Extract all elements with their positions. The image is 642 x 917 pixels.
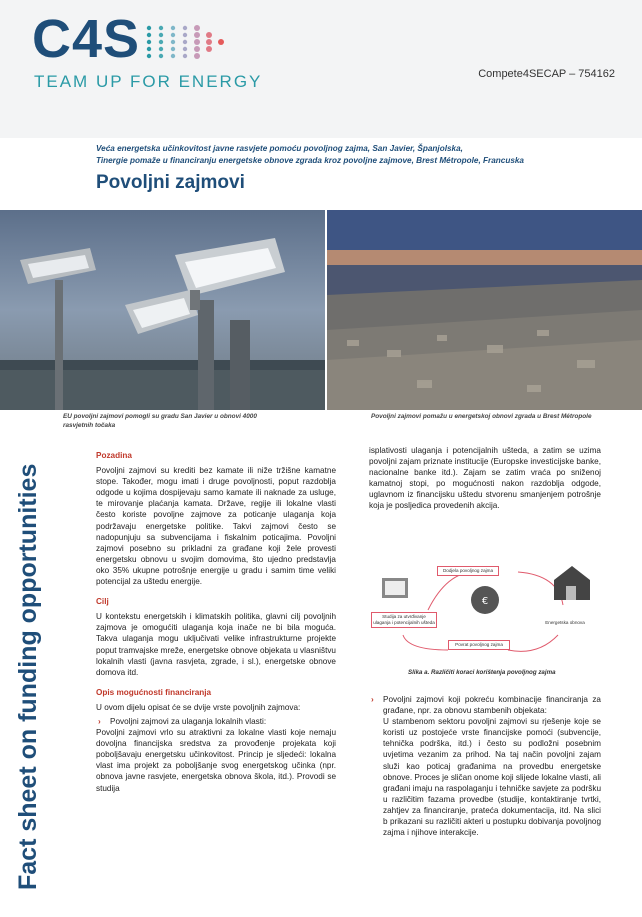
street-light-illustration bbox=[0, 210, 325, 410]
diagram-caption: Slika a. Različiti koraci korištenja povoljnog zajma bbox=[408, 669, 556, 676]
bullet-local-authorities bbox=[96, 716, 336, 727]
bullet-arrow-icon: › bbox=[98, 716, 101, 726]
bullet-citizens bbox=[369, 694, 601, 716]
left-photo-caption: EU povoljni zajmovi pomogli su gradu San Javier u obnovi 4000 rasvjetnih točaka bbox=[63, 413, 257, 429]
city-aerial-photo bbox=[327, 210, 642, 410]
cilj-heading: Cilj bbox=[96, 597, 109, 607]
svg-text:€: € bbox=[481, 596, 489, 607]
bullet2-text: U stambenom sektoru povoljni zajmovi su rješenje koje se koristi uz postojeće vrste financijske pomoći (subvencije, tehnička podrška, itd.) i često su podložni posebnim uvjetima vezanim za prihod. Na taj način povoljni zajam služi kao poticaj građanima na provedbu energetske obnove. Proces je sličan onome koji slijede lokalne vlasti, ali građani imaju na raspolaganju i tehničke savjete za podršku u različitim fazama provedbe (studije, kontaktiranje tvrtki, zahtjev za financiranje, prateća dokumentacija, itd. Na slici b prikazani su različiti akteri u postupku dobivanja povoljnog zajma i njihove interakcije. bbox=[383, 717, 601, 838]
opis-heading: Opis mogućnosti financiranja bbox=[96, 687, 212, 697]
city-illustration bbox=[327, 210, 642, 410]
cilj-text: U kontekstu energetskih i klimatskih politika, glavni cilj povoljnih zajmova je omogućiti ulaganja koja inače ne bi bila moguća. Takva ulaganja mogu uključivati velike infrastrukturne projekte poput tramvajske mreže, energetske obnove objekata u vlasništvu lokalnih vlasti (javna rasvjeta, zgrade, i sl.), energetske obnove domova itd. bbox=[96, 612, 336, 677]
continued-text: isplativosti ulaganja i potencijalnih ušteda, a zatim se uzima povoljni zajam priznate institucije (Europske investicijske banke, nacionalne banke itd.). Zajam se zatim vraća po sniženoj kamatnoj stopi, po mogućnosti nakon razdoblja odgode, uglavnom iz financijsku uštedu stvorenu smanjenjem potrošnje koja je posljedica provedenih akcija. bbox=[369, 446, 601, 511]
street-light-photo bbox=[0, 210, 325, 410]
diagram-box-repayment: Povrat povoljnog zajma bbox=[448, 640, 510, 650]
right-photo-caption: Povoljni zajmovi pomažu u energetskoj obnovi zgrada u Brest Métropole bbox=[371, 413, 592, 420]
bullet2-title: Povoljni zajmovi koji pokreću kombinacije financiranja za građane, npr. za obnovu stambenih objekata: bbox=[383, 695, 601, 716]
bullet1-text: Povoljni zajmovi vrlo su atraktivni za lokalne vlasti koje nemaju dovoljna financijska sredstva za provođenje projekata koji poboljšavaju energetsku učinkovitost. Princip je sljedeći: lokalna vlast ima projekt za poboljšanje svog energetskog učinka (npr. obnova javne rasvjete, energetska obnova škola, itd.). Provodi se studija bbox=[96, 728, 336, 793]
pozadina-heading: Pozadina bbox=[96, 451, 132, 460]
right-column bbox=[369, 445, 601, 512]
subtitle-line-2: Tinergie pomaže u financiranju energetske obnove zgrada kroz povoljne zajmove, Brest Métropole, Francuska bbox=[96, 156, 524, 165]
bullet-citizens-section bbox=[369, 694, 601, 838]
subtitle bbox=[96, 143, 616, 167]
project-code: Compete4SECAP – 754162 bbox=[478, 68, 615, 80]
loan-hand-icon bbox=[471, 586, 499, 614]
left-column bbox=[96, 450, 336, 794]
bullet-arrow-icon: › bbox=[371, 695, 374, 704]
diagram-box-study: Studija za utvrđivanje ulaganja i potencijalnih ušteda bbox=[371, 612, 437, 628]
diagram-box-renovation: Energetska obnova bbox=[537, 618, 593, 628]
logo-tagline: TEAM UP FOR ENERGY bbox=[34, 72, 263, 91]
diagram-box-grant: Dodjela povoljnog zajma bbox=[437, 566, 499, 576]
pozadina-text: Povoljni zajmovi su krediti bez kamate ili niže tržišne kamatne stope. Također, mogu imati i druge povoljnosti, poput razdoblja odgode u kojima dospijevaju samo kamate ili naknade za usluge, te mirovanje plaćanja kamata. Države, regije ili lokalne vlasti često koriste povoljne zajmove za poticanje ulaganja koja podržavaju energetske politike. Takvi zajmovi često se nadopunjuju sa subvencijama i fiskalnim poticajima. Povoljni zajmovi posebno su prikladni za građane koji žele provesti energetsku obnovu u svojim domovima, što ujedno predstavlja oko 35% ukupne potrošnje energije u gradu i samim time veliki potencijal za uštedu energije. bbox=[96, 466, 336, 587]
subtitle-line-1: Veća energetska učinkovitost javne rasvjete pomoću povoljnog zajma, San Javier, Španjolska, bbox=[96, 144, 463, 153]
logo-arrow-dots-icon bbox=[143, 22, 235, 62]
page-header bbox=[0, 0, 642, 138]
side-title: Fact sheet on funding opportunities bbox=[14, 463, 42, 890]
logo-c4s: C4S bbox=[32, 9, 141, 69]
study-icon bbox=[382, 578, 408, 598]
opis-intro: U ovom dijelu opisat će se dvije vrste povoljnih zajmova: bbox=[96, 702, 301, 712]
bullet1-title: Povoljni zajmovi za ulaganja lokalnih vlasti: bbox=[110, 716, 267, 726]
page-title: Povoljni zajmovi bbox=[96, 172, 245, 193]
house-renovation-icon bbox=[554, 566, 590, 600]
